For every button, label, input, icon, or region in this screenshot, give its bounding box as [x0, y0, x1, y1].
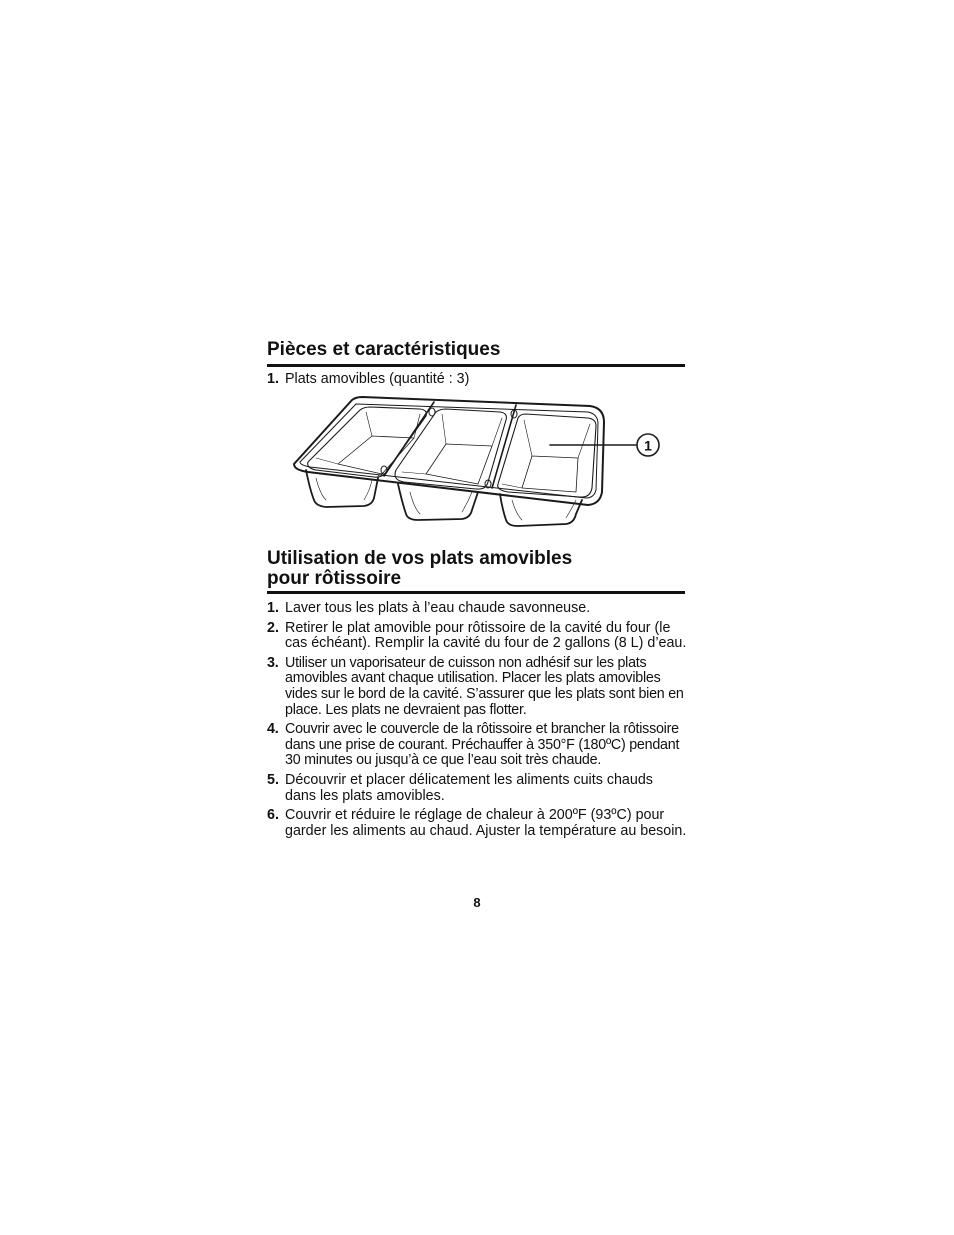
item-number: 1. [267, 371, 279, 387]
parts-list [267, 372, 687, 388]
usage-steps-list [267, 601, 687, 843]
list-item [267, 773, 687, 804]
step-text: Laver tous les plats à l’eau chaude savonneuse. [285, 600, 591, 616]
step-number: 4. [267, 721, 279, 738]
list-item [267, 621, 687, 652]
step-text: Découvrir et placer délicatement les aliments cuits chauds dans les plats amovibles. [285, 771, 653, 804]
list-item [267, 722, 687, 769]
list-item [267, 808, 687, 839]
step-text: Couvrir et réduire le réglage de chaleur à 200ºF (93ºC) pour garder les aliments au chaud. Ajuster la température au besoin. [285, 807, 687, 839]
parts-heading: Pièces et caractéristiques [267, 339, 501, 360]
list-item [267, 601, 687, 617]
list-item [267, 656, 687, 718]
step-number: 3. [267, 654, 279, 671]
usage-heading [267, 549, 685, 589]
usage-heading-rule [267, 591, 685, 594]
step-text: Couvrir avec le couvercle de la rôtissoire et brancher la rôtissoire dans une prise de courant. Préchauffer à 350°F (180ºC) pendant 30 minutes ou jusqu’à ce que l’eau soit très chaude. [285, 721, 680, 769]
step-text: Utiliser un vaporisateur de cuisson non adhésif sur les plats amovibles avant chaque utilisation. Placer les plats amovibles vides sur le bord de la cavité. S’assurer que les plats sont bien en place. Les plats ne devraient pas flotter. [285, 654, 684, 718]
step-number: 5. [267, 771, 279, 788]
item-text: Plats amovibles (quantité : 3) [285, 371, 470, 387]
step-text: Retirer le plat amovible pour rôtissoire de la cavité du four (le cas échéant). Remplir la cavité du four de 2 gallons (8 L) d’eau. [285, 619, 687, 652]
callout-number: 1 [644, 437, 652, 454]
list-item [267, 372, 687, 388]
step-number: 1. [267, 600, 279, 616]
step-number: 6. [267, 807, 279, 824]
usage-heading-line2: pour rôtissoire [267, 568, 402, 589]
page-number: 8 [473, 895, 481, 910]
parts-heading-rule [267, 364, 685, 367]
removable-pans-illustration [286, 392, 678, 528]
step-number: 2. [267, 619, 279, 636]
usage-heading-line1: Utilisation de vos plats amovibles [267, 548, 573, 569]
